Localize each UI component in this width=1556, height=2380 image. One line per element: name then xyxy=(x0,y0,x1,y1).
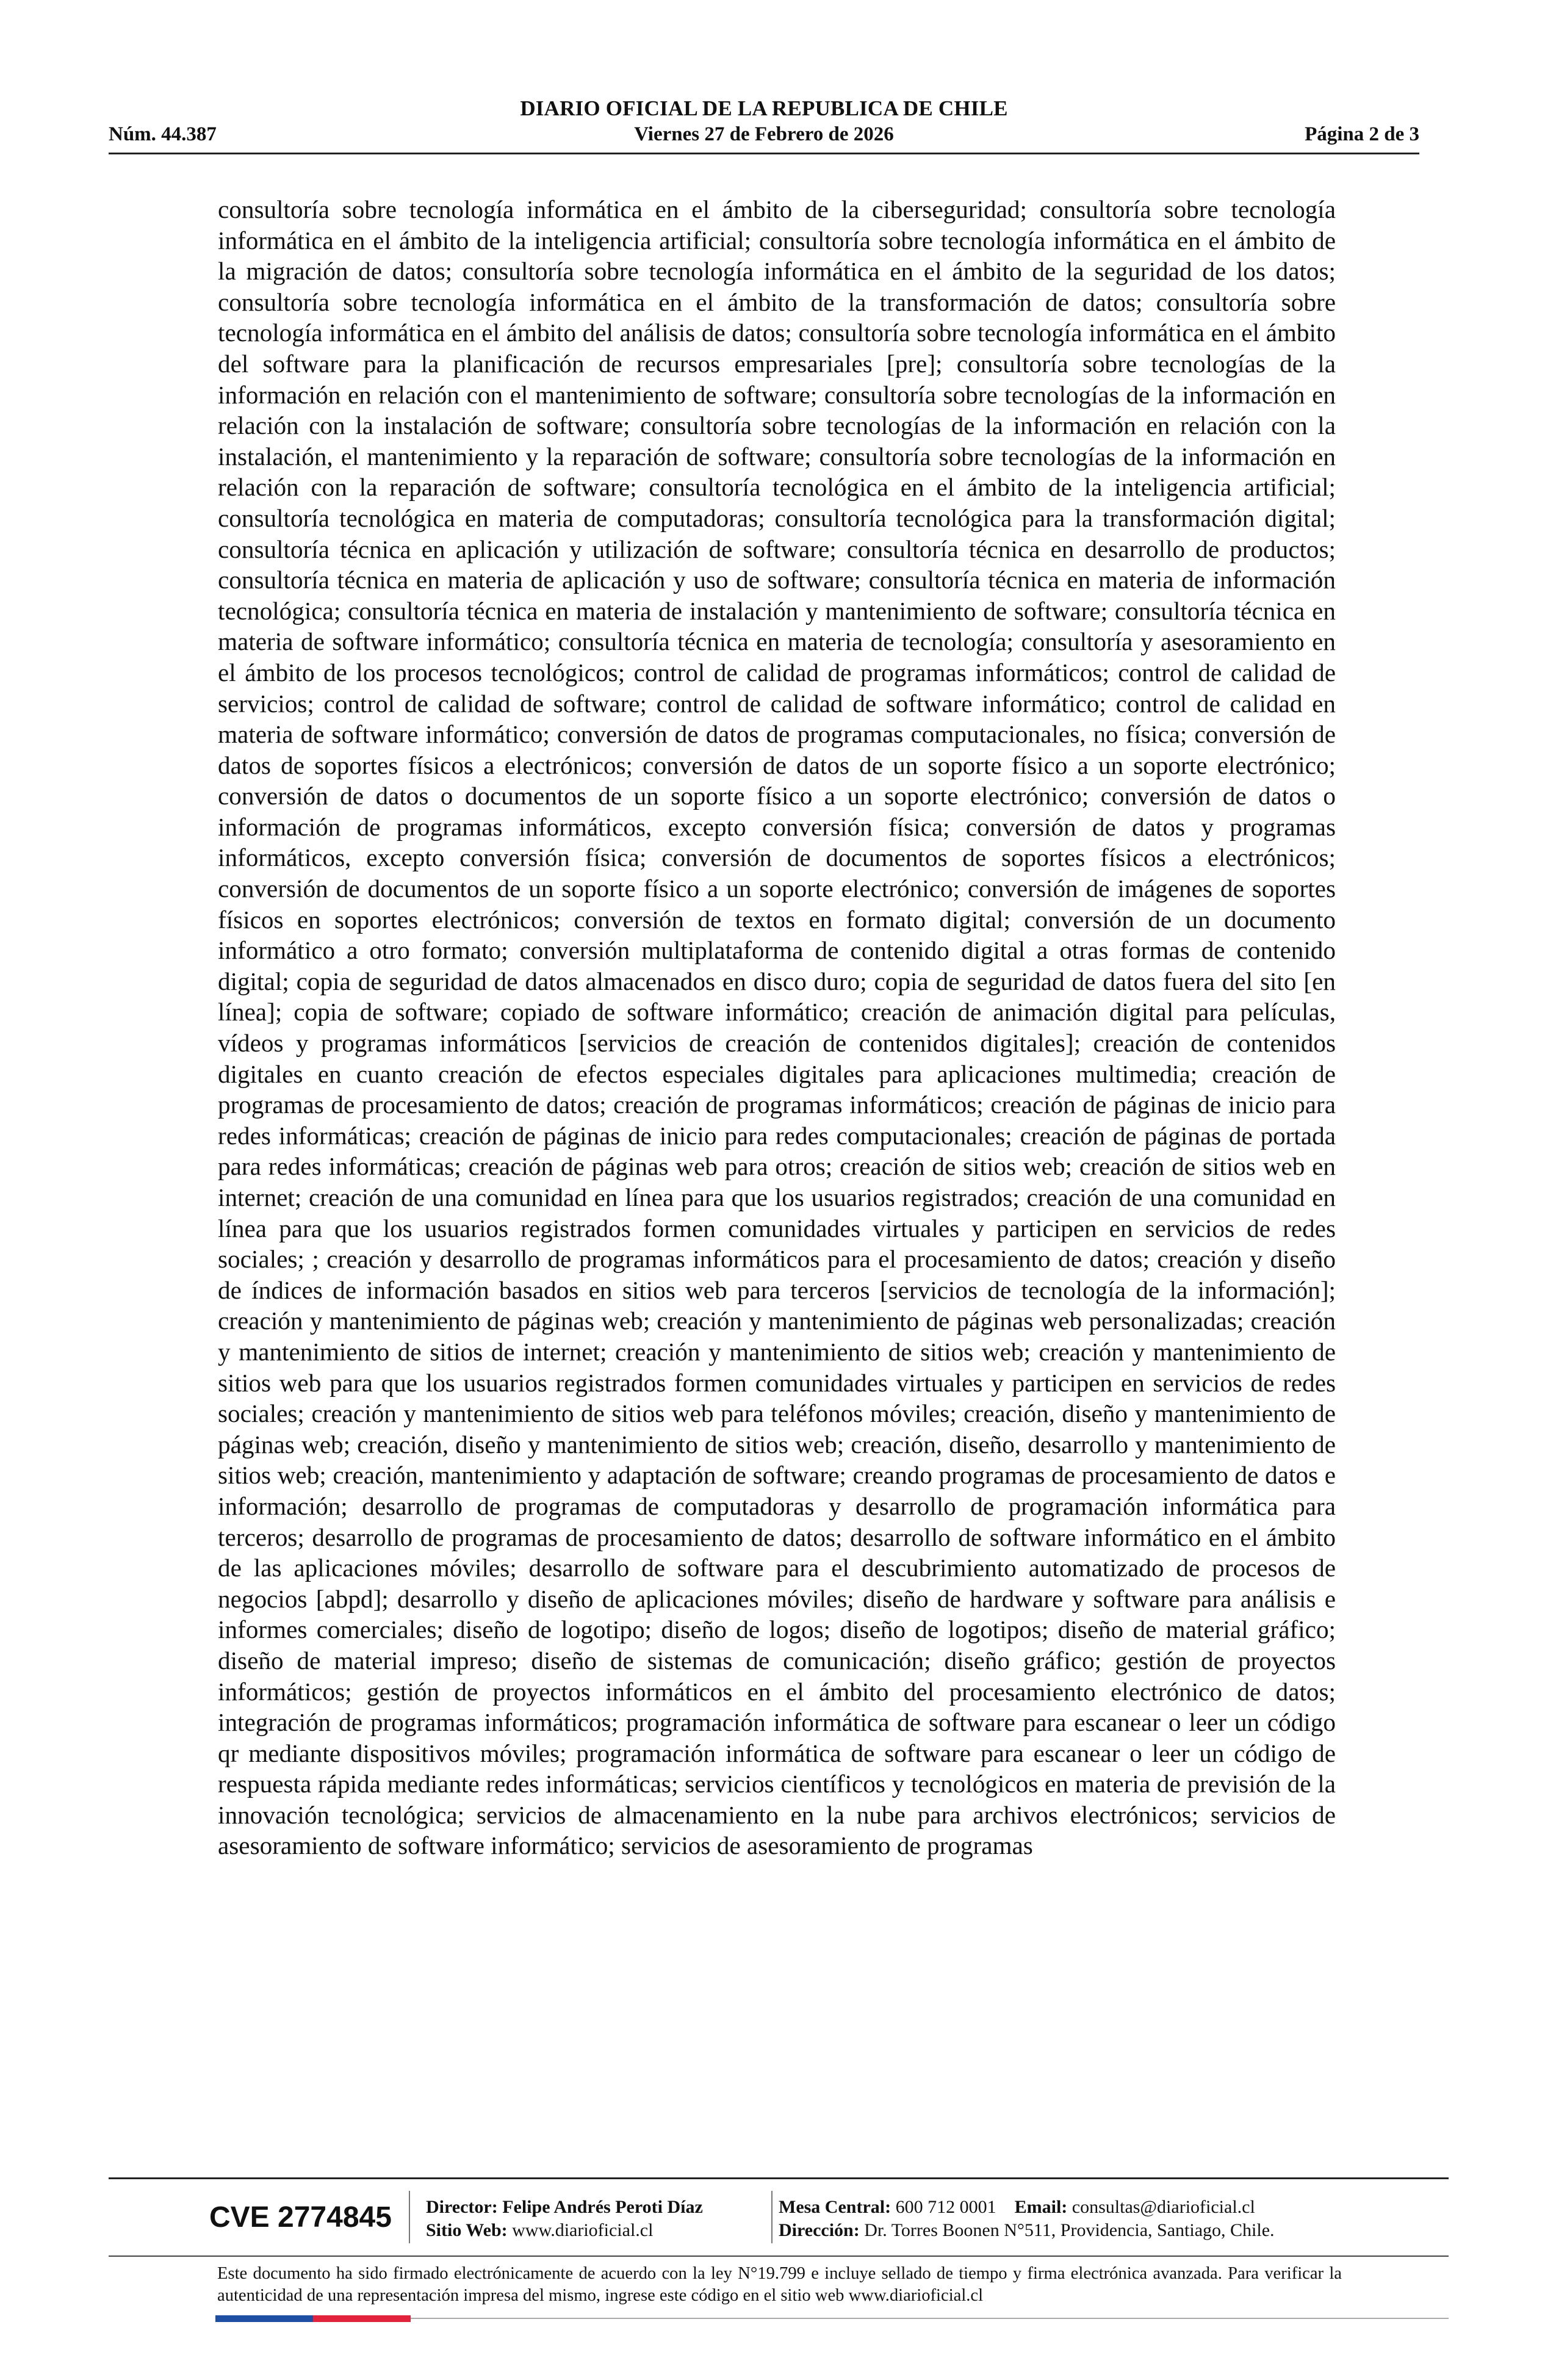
website-label: Sitio Web: xyxy=(426,2220,508,2240)
cve-code: CVE 2774845 xyxy=(209,2201,392,2234)
footer-bottom-divider xyxy=(411,2318,1449,2319)
flag-red-band xyxy=(313,2315,411,2322)
address-label: Dirección: xyxy=(779,2220,860,2240)
footer-separator xyxy=(771,2191,773,2243)
page-footer xyxy=(109,2177,1449,2318)
legal-notice: Este documento ha sido firmado electrónicamente de acuerdo con la ley N°19.799 e incluye sellado de tiempo y firma electrónica avanzada. Para verificar la autenticidad de una representación impresa del mismo, ingrese este código en el sitio web www.diarioficial.cl xyxy=(217,2264,1342,2305)
flag-stripe xyxy=(215,2315,411,2322)
footer-director-block xyxy=(426,2196,703,2242)
email-link[interactable]: consultas@diarioficial.cl xyxy=(1072,2197,1255,2217)
website-link[interactable]: www.diarioficial.cl xyxy=(512,2220,654,2240)
footer-contact-block xyxy=(779,2196,1275,2242)
director-name: Felipe Andrés Peroti Díaz xyxy=(502,2197,703,2217)
footer-separator xyxy=(409,2191,410,2243)
mesa-value: 600 712 0001 xyxy=(895,2197,996,2217)
contact-line xyxy=(779,2196,1275,2219)
address-value: Dr. Torres Boonen N°511, Providencia, Santiago, Chile. xyxy=(864,2220,1275,2240)
footer-mid-divider xyxy=(109,2256,1449,2257)
website-line xyxy=(426,2219,703,2242)
body-paragraph: consultoría sobre tecnología informática en el ámbito de la ciberseguridad; consultoría sobre tecnología informática en el ámbito de la inteligencia artificial; consultoría sobre tecnología informática en el ámbito de la migración de datos; consultoría sobre tecnología informática en el ámbito de la seguridad de los datos; consultoría sobre tecnología informática en el ámbito de la transformación de datos; consultoría sobre tecnología informática en el ámbito del análisis de datos; consultoría sobre tecnología informática en el ámbito del software para la planificación de recursos empresariales [pre]; consultoría sobre tecnologías de la información en relación con el mantenimiento de software; consultoría sobre tecnologías de la información en relación con la instalación de software; consultoría sobre tecnologías de la información en relación con la instalación, el mantenimiento y la reparación de software; consultoría sobre tecnologías de la información en relación con la reparación de software; consultoría tecnológica en el ámbito de la inteligencia artificial; consultoría tecnológica en materia de computadoras; consultoría tecnológica para la transformación digital; consultoría técnica en aplicación y utilización de software; consultoría técnica en desarrollo de productos; consultoría técnica en materia de aplicación y uso de software; consultoría técnica en materia de información tecnológica; consultoría técnica en materia de instalación y mantenimiento de software; consultoría técnica en materia de software informático; consultoría técnica en materia de tecnología; consultoría y asesoramiento en el ámbito de los procesos tecnológicos; control de calidad de programas informáticos; control de calidad de servicios; control de calidad de software; control de calidad de software informático; control de calidad en materia de software informático; conversión de datos de programas computacionales, no física; conversión de datos de soportes físicos a electrónicos; conversión de datos de un soporte físico a un soporte electrónico; conversión de datos o documentos de un soporte físico a un soporte electrónico; conversión de datos o información de programas informáticos, excepto conversión física; conversión de datos y programas informáticos, excepto conversión física; conversión de documentos de soportes físicos a electrónicos; conversión de documentos de un soporte físico a un soporte electrónico; conversión de imágenes de soportes físicos en soportes electrónicos; conversión de textos en formato digital; conversión de un documento informático a otro formato; conversión multiplataforma de contenido digital a otras formas de contenido digital; copia de seguridad de datos almacenados en disco duro; copia de seguridad de datos fuera del sito [en línea]; copia de software; copiado de software informático; creación de animación digital para películas, vídeos y programas informáticos [servicios de creación de contenidos digitales]; creación de contenidos digitales en cuanto creación de efectos especiales digitales para aplicaciones multimedia; creación de programas de procesamiento de datos; creación de programas informáticos; creación de páginas de inicio para redes informáticas; creación de páginas de inicio para redes computacionales; creación de páginas de portada para redes informáticas; creación de páginas web para otros; creación de sitios web; creación de sitios web en internet; creación de una comunidad en línea para que los usuarios registrados; creación de una comunidad en línea para que los usuarios registrados formen comunidades virtuales y participen en servicios de redes sociales; ; creación y desarrollo de programas informáticos para el procesamiento de datos; creación y diseño de índices de información basados en sitios web para terceros [servicios de tecnología de la información]; creación y mantenimiento de páginas web; creación y mantenimiento de páginas web personalizadas; creación y mantenimiento de sitios de internet; creación y mantenimiento de sitios web; creación y mantenimiento de sitios web para que los usuarios registrados formen comunidades virtuales y participen en servicios de redes sociales; creación y mantenimiento de sitios web para teléfonos móviles; creación, diseño y mantenimiento de páginas web; creación, diseño y mantenimiento de sitios web; creación, diseño, desarrollo y mantenimiento de sitios web; creación, mantenimiento y adaptación de software; creando programas de procesamiento de datos e información; desarrollo de programas de computadoras y desarrollo de programación informática para terceros; desarrollo de programas de procesamiento de datos; desarrollo de software informático en el ámbito de las aplicaciones móviles; desarrollo de software para el descubrimiento automatizado de procesos de negocios [abpd]; desarrollo y diseño de aplicaciones móviles; diseño de hardware y software para análisis e informes comerciales; diseño de logotipo; diseño de logos; diseño de logotipos; diseño de material gráfico; diseño de material impreso; diseño de sistemas de comunicación; diseño gráfico; gestión de proyectos informáticos; gestión de proyectos informáticos en el ámbito del procesamiento electrónico de datos; integración de programas informáticos; programación informática de software para escanear o leer un código qr mediante dispositivos móviles; programación informática de software para escanear o leer un código de respuesta rápida mediante redes informáticas; servicios científicos y tecnológicos en materia de previsión de la innovación tecnológica; servicios de almacenamiento en la nube para archivos electrónicos; servicios de asesoramiento de software informático; servicios de asesoramiento de programas xyxy=(218,195,1336,1860)
email-label: Email: xyxy=(1014,2197,1068,2217)
header-info-row xyxy=(109,123,1419,150)
director-line xyxy=(426,2196,703,2219)
footer-top-divider xyxy=(109,2177,1449,2179)
page-header xyxy=(109,93,1419,160)
header-divider xyxy=(109,153,1419,154)
document-body xyxy=(218,194,1336,2116)
mesa-label: Mesa Central: xyxy=(779,2197,891,2217)
address-line xyxy=(779,2219,1275,2242)
flag-blue-band xyxy=(215,2315,313,2322)
page-indicator: Página 2 de 3 xyxy=(1305,123,1419,145)
issue-number: Núm. 44.387 xyxy=(109,123,217,145)
newspaper-title: DIARIO OFICIAL DE LA REPUBLICA DE CHILE xyxy=(520,96,1008,120)
issue-date: Viernes 27 de Febrero de 2026 xyxy=(634,123,894,145)
director-label: Director: xyxy=(426,2197,498,2217)
